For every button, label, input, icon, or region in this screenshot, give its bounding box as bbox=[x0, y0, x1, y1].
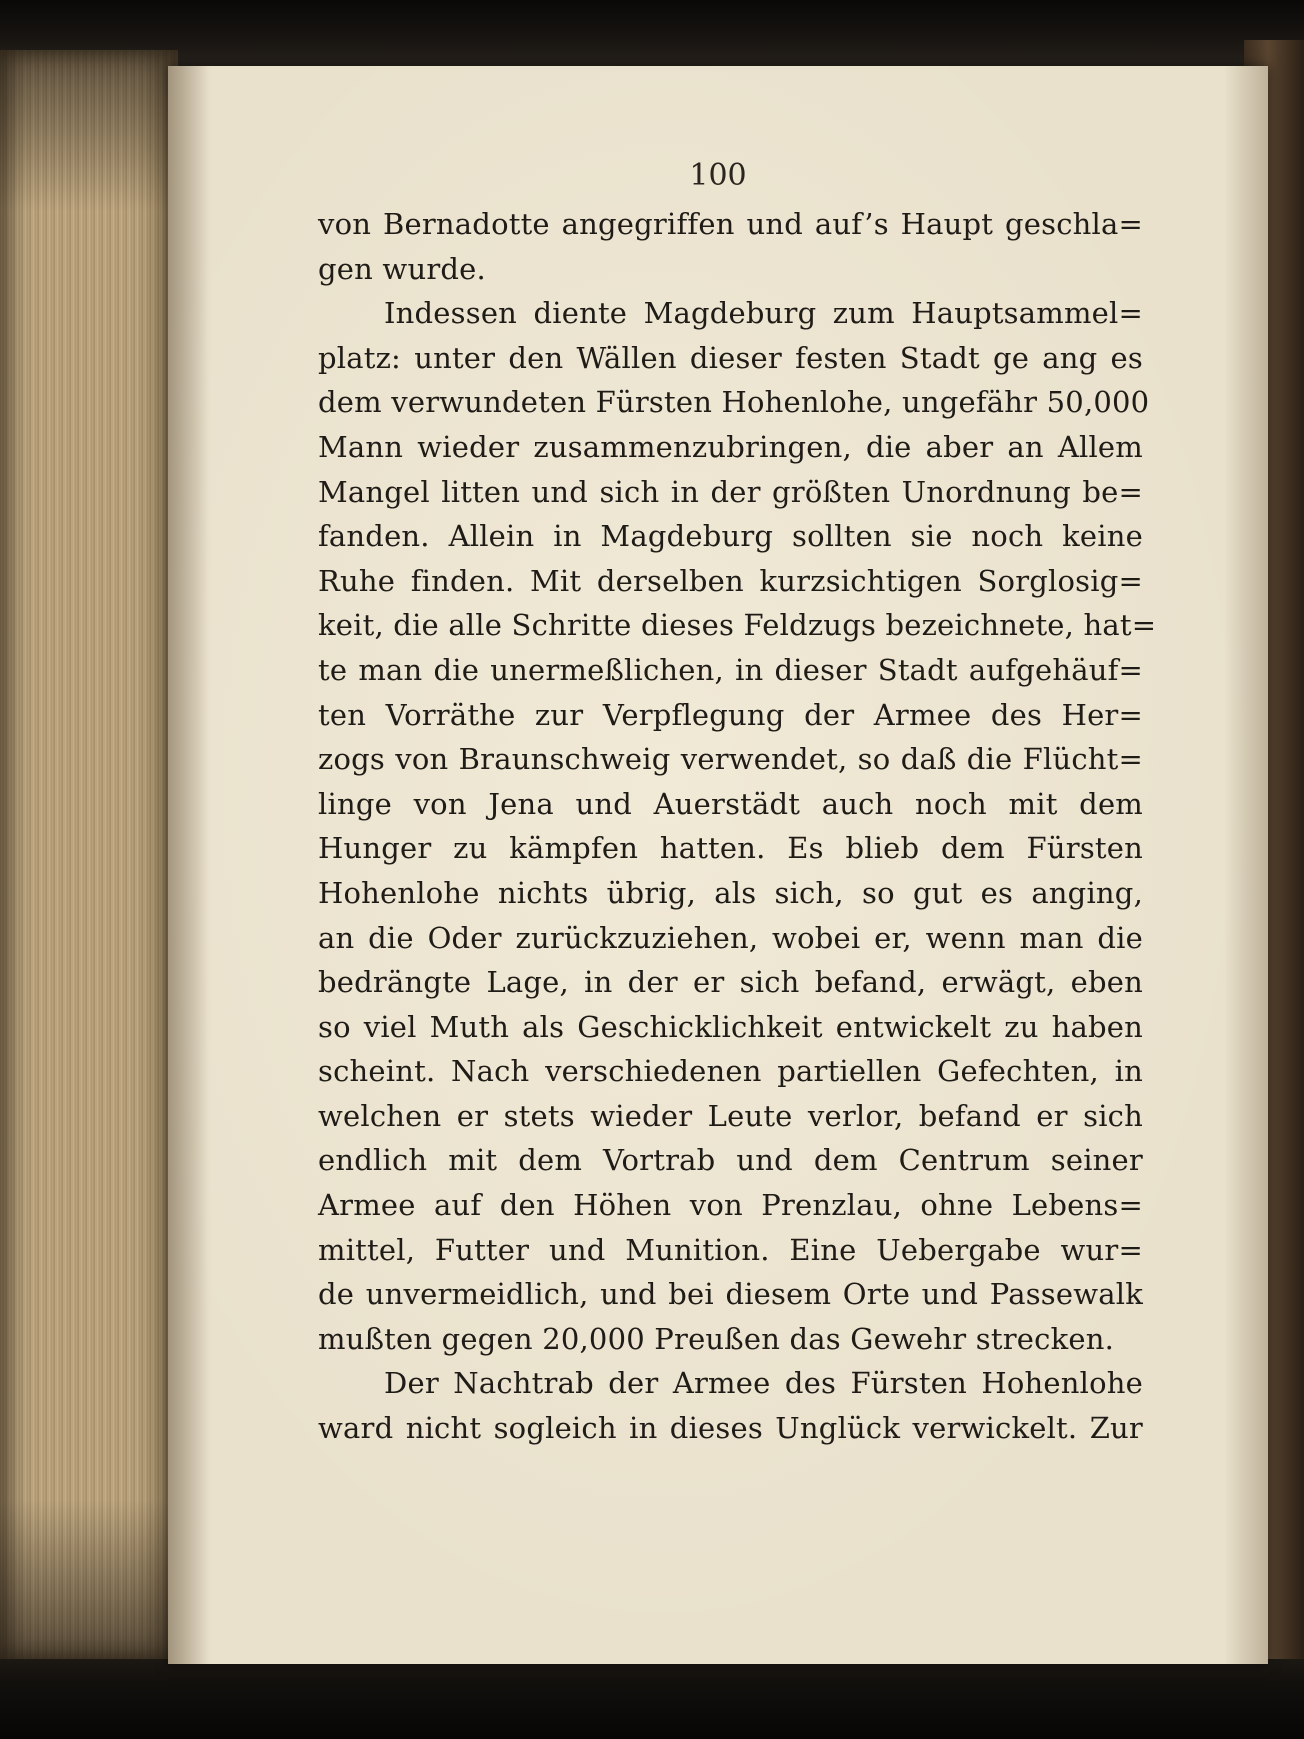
text-line: scheint. Nach verschiedenen partiellen Gefechten, in bbox=[318, 1054, 1143, 1089]
text-line: so viel Muth als Geschicklichkeit entwickelt zu haben bbox=[318, 1009, 1143, 1044]
text-line: keit, die alle Schritte dieses Feldzugs bezeichnete, hat= bbox=[318, 608, 1157, 643]
text-line: Mann wieder zusammenzubringen, die aber an Allem bbox=[318, 429, 1143, 464]
text-line: endlich mit dem Vortrab und dem Centrum seiner bbox=[318, 1143, 1143, 1178]
text-line: Der Nachtrab der Armee des Fürsten Hohenlohe bbox=[384, 1366, 1143, 1401]
text-line: fanden. Allein in Magdeburg sollten sie noch keine bbox=[318, 519, 1143, 554]
text-line: dem verwundeten Fürsten Hohenlohe, ungefähr 50,000 bbox=[318, 385, 1150, 420]
text-line: ward nicht sogleich in dieses Unglück verwickelt. Zur bbox=[318, 1411, 1143, 1446]
text-line: Hohenlohe nichts übrig, als sich, so gut es anging, bbox=[318, 875, 1143, 910]
text-line: Indessen diente Magdeburg zum Hauptsammel= bbox=[384, 296, 1143, 331]
text-line: platz: unter den Wällen dieser festen Stadt ge ang es bbox=[318, 340, 1143, 375]
text-line: an die Oder zurückzuziehen, wobei er, wenn man die bbox=[318, 920, 1143, 955]
text-line: Ruhe finden. Mit derselben kurzsichtigen Sorglosig= bbox=[318, 563, 1143, 598]
book-top-edge bbox=[0, 0, 1304, 70]
page-text bbox=[318, 202, 1157, 1451]
text-line: Mangel litten und sich in der größten Unordnung be= bbox=[318, 474, 1143, 509]
text-line: te man die unermeßlichen, in dieser Stadt aufgehäuf= bbox=[318, 652, 1143, 687]
text-line: Armee auf den Höhen von Prenzlau, ohne Lebens= bbox=[318, 1188, 1143, 1223]
text-line: welchen er stets wieder Leute verlor, befand er sich bbox=[318, 1098, 1143, 1133]
book-bottom-edge bbox=[0, 1659, 1304, 1739]
text-line: bedrängte Lage, in der er sich befand, erwägt, eben bbox=[318, 965, 1143, 1000]
text-line: von Bernadotte angegriffen und auf’s Haupt geschla= bbox=[318, 207, 1143, 241]
page-number: 100 bbox=[689, 158, 747, 193]
text-line: linge von Jena und Auerstädt auch noch mit dem bbox=[318, 786, 1143, 821]
text-line: de unvermeidlich, und bei diesem Orte und Passewalk bbox=[318, 1277, 1143, 1312]
text-line: Hunger zu kämpfen hatten. Es blieb dem Fürsten bbox=[318, 831, 1143, 866]
text-line: mußten gegen 20,000 Preußen das Gewehr strecken. bbox=[318, 1321, 1114, 1356]
text-line: gen wurde. bbox=[318, 251, 486, 286]
text-line: mittel, Futter und Munition. Eine Uebergabe wur= bbox=[318, 1232, 1143, 1267]
text-line: ten Vorräthe zur Verpflegung der Armee des Her= bbox=[318, 697, 1143, 732]
book-page bbox=[168, 66, 1268, 1664]
page-stack-edges bbox=[0, 50, 178, 1660]
text-line: zogs von Braunschweig verwendet, so daß die Flücht= bbox=[318, 742, 1143, 777]
